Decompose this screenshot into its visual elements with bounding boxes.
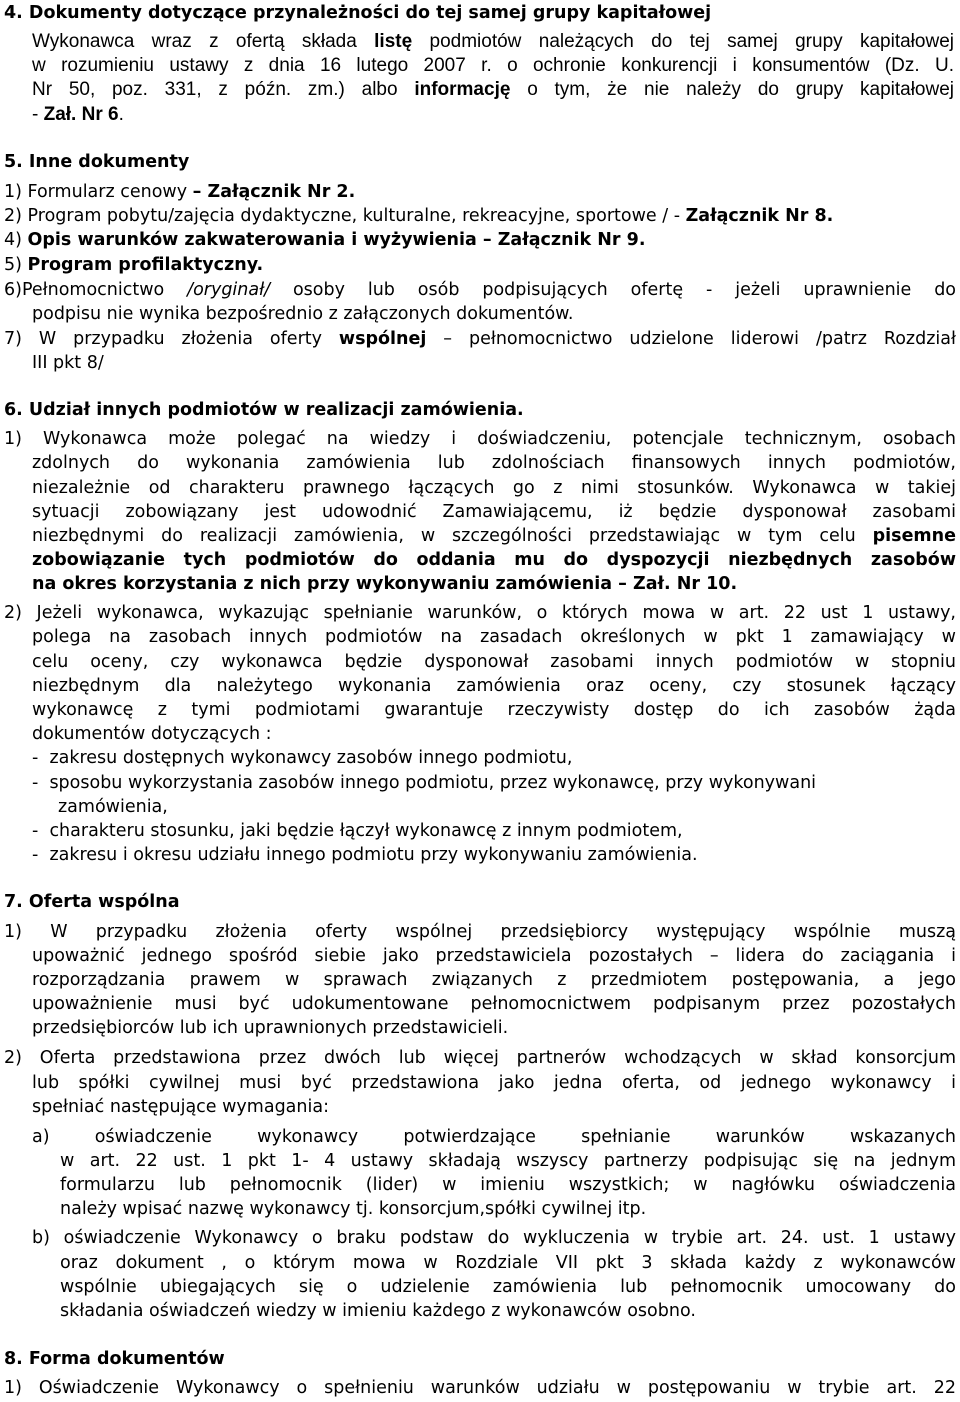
section-7-line: 1) W przypadku złożenia oferty wspólnej przedsiębiorcy występujący wspólnie muszą: [4, 922, 956, 942]
section-6-dash-item: - zakresu dostępnych wykonawcy zasobów innego podmiotu,: [32, 748, 573, 768]
section-6-line: na okres korzystania z nich przy wykonywaniu zamówienia – Zał. Nr 10.: [32, 574, 738, 594]
section-7-line: 2) Oferta przedstawiona przez dwóch lub więcej partnerów wchodzących w skład konsorcjum: [4, 1048, 956, 1068]
section-6-line: niezbędnym dla należytego wykonania zamówienia oraz oceny, czy stosunek łączący: [32, 676, 956, 696]
section-6-line: polega na zasobach innych podmiotów na zasadach określonych w pkt 1 zamawiający w: [32, 627, 956, 647]
section-6-line: zdolnych do wykonania zamówienia lub zdolnościach finansowych innych podmiotów,: [32, 453, 956, 473]
section-7-sub-a: należy wpisać nazwę wykonawcy tj. konsorcjum,spółki cywilnej itp.: [60, 1199, 647, 1219]
section-7-sub-b: składania oświadczeń wiedzy w imieniu każdego z wykonawców osobno.: [60, 1301, 696, 1321]
section-7-line: upoważnienie musi być udokumentowane pełnomocnictwem podpisanym przez pozostałych: [32, 994, 956, 1014]
section-7-sub-a: a) oświadczenie wykonawcy potwierdzające spełnianie warunków wskazanych: [32, 1127, 956, 1147]
section-7-line: rozporządzania prawem w sprawach związanych z przedmiotem postępowania, a jego: [32, 970, 956, 990]
section-6-line: celu oceny, czy wykonawca będzie dysponował zasobami innych podmiotów w stopniu: [32, 652, 956, 672]
section-6-line: 2) Jeżeli wykonawca, wykazując spełnianie warunków, o których mowa w art. 22 ust 1 ustawy,: [4, 603, 956, 623]
section-5-item-cont: III pkt 8/: [32, 353, 104, 373]
section-6-dash-item: - zakresu i okresu udziału innego podmiotu przy wykonywaniu zamówienia.: [32, 845, 698, 865]
section-5-item: 6)Pełnomocnictwo /oryginał/ osoby lub osób podpisujących ofertę - jeżeli uprawnienie do: [4, 280, 957, 300]
section-6-dash-item-cont: zamówienia,: [58, 797, 168, 817]
section-6-line: zobowiązanie tych podmiotów do oddania mu do dyspozycji niezbędnych zasobów: [32, 550, 956, 570]
section-7-heading: 7. Oferta wspólna: [4, 892, 180, 912]
section-5-item: 2) Program pobytu/zajęcia dydaktyczne, kulturalne, rekreacyjne, sportowe / - Załącznik Nr 8.: [4, 206, 834, 226]
section-7-line: spełniać następujące wymagania:: [32, 1097, 329, 1117]
section-7-line: lub spółki cywilnej musi być przedstawiona jako jedna oferta, od jednego wykonawcy i: [32, 1073, 956, 1093]
section-8-heading: 8. Forma dokumentów: [4, 1349, 225, 1369]
section-5-item: 4) Opis warunków zakwaterowania i wyżywienia – Załącznik Nr 9.: [4, 230, 646, 250]
section-4-line: - Zał. Nr 6.: [32, 104, 124, 125]
section-6-dash-item: - charakteru stosunku, jaki będzie łączył wykonawcę z innym podmiotem,: [32, 821, 683, 841]
section-7-sub-b: b) oświadczenie Wykonawcy o braku podstaw do wykluczenia w trybie art. 24. ust. 1 ustawy: [32, 1228, 956, 1248]
section-7-sub-a: formularzu lub pełnomocnik (lider) w imieniu wszystkich; w nagłówku oświadczenia: [60, 1175, 956, 1195]
section-8-line: 1) Oświadczenie Wykonawcy o spełnieniu warunków udziału w postępowaniu w trybie art. 22: [4, 1378, 956, 1398]
section-6-line: wykonawcę z tymi podmiotami gwarantuje rzeczywisty dostęp do ich zasobów żąda: [32, 700, 956, 720]
section-7-sub-b: oraz dokument , o którym mowa w Rozdziale VII pkt 3 składa każdy z wykonawców: [60, 1253, 956, 1273]
section-7-sub-a: w art. 22 ust. 1 pkt 1- 4 ustawy składają wszyscy partnerzy podpisując się na jednym: [60, 1151, 956, 1171]
section-5-item: 7) W przypadku złożenia oferty wspólnej – pełnomocnictwo udzielone liderowi /patrz Rozdział: [4, 329, 956, 349]
section-7-line: upoważnić jednego spośród siebie jako przedstawiciela pozostałych – lidera do zaciągania i: [32, 946, 956, 966]
section-5-item-cont: podpisu nie wynika bezpośrednio z załączonych dokumentów.: [32, 304, 574, 324]
section-6-heading: 6. Udział innych podmiotów w realizacji zamówienia.: [4, 400, 524, 420]
section-6-line: dokumentów dotyczących :: [32, 724, 272, 744]
section-7-line: przedsiębiorców lub ich uprawnionych przedstawicieli.: [32, 1018, 509, 1038]
section-6-line: niezależnie od charakteru prawnego łączących go z nimi stosunków. Wykonawca w takiej: [32, 478, 956, 498]
section-5-heading: 5. Inne dokumenty: [4, 152, 190, 172]
section-4-line: Wykonawca wraz z ofertą składa listę podmiotów należących do tej samej grupy kapitałowej: [32, 31, 954, 52]
section-4-line: Nr 50, poz. 331, z późn. zm.) albo informację o tym, że nie należy do grupy kapitałowej: [32, 79, 955, 100]
section-6-dash-item: - sposobu wykorzystania zasobów innego podmiotu, przez wykonawcę, przy wykonywani: [32, 773, 817, 793]
section-5-item: 1) Formularz cenowy – Załącznik Nr 2.: [4, 182, 356, 202]
section-6-line: niezbędnymi do realizacji zamówienia, w szczególności przedstawiając w tym celu pisemne: [32, 526, 956, 546]
section-6-line: 1) Wykonawca może polegać na wiedzy i doświadczeniu, potencjale technicznym, osobach: [4, 429, 956, 449]
section-4-line: w rozumieniu ustawy z dnia 16 lutego 2007 r. o ochronie konkurencji i konsumentów (Dz. U.: [32, 55, 954, 76]
section-4-heading: 4. Dokumenty dotyczące przynależności do tej samej grupy kapitałowej: [4, 3, 712, 23]
section-6-line: sytuacji zobowiązany jest udowodnić Zamawiającemu, iż będzie dysponował zasobami: [32, 502, 956, 522]
section-5-item: 5) Program profilaktyczny.: [4, 255, 264, 275]
section-7-sub-b: wspólnie ubiegających się o udzielenie zamówienia lub pełnomocnik umocowany do: [60, 1277, 956, 1297]
